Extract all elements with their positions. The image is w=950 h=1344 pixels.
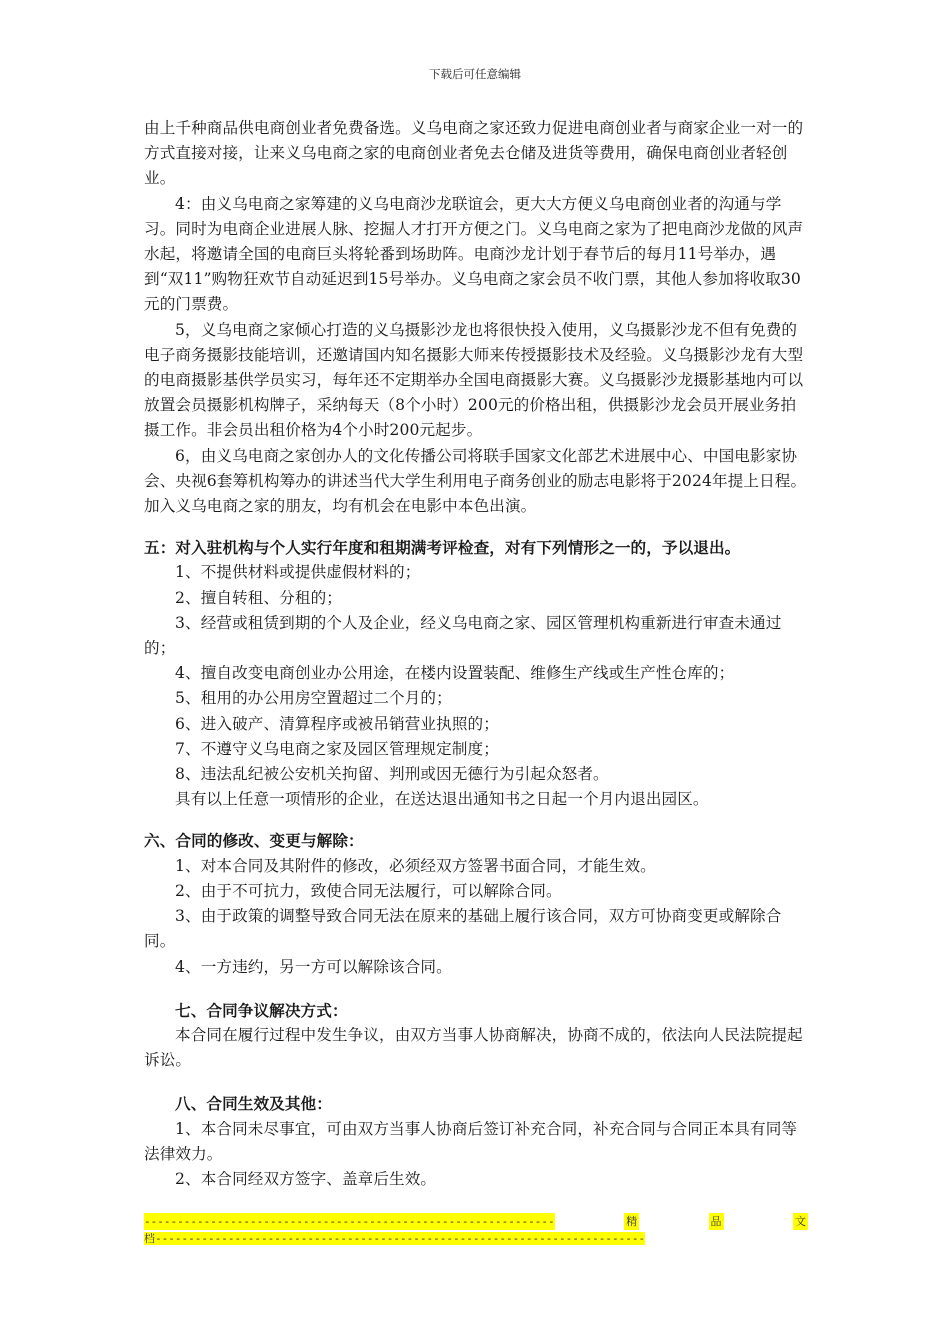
footer-word: 品: [710, 1215, 722, 1228]
list-item: 1、本合同未尽事宜，可由双方当事人协商后签订补充合同，补充合同与合同正本具有同等法律效力。: [144, 1119, 798, 1163]
paragraph: 5，义乌电商之家倾心打造的义乌摄影沙龙也将很快投入使用，义乌摄影沙龙不但有免费的电子商务摄影技能培训，还邀请国内知名摄影大师来传授摄影技术及经验。义乌摄影沙龙有大型的电商摄影基供学员实习，每年还不定期举办全国电商摄影大赛。义乌摄影沙龙摄影基地内可以放置会员摄影机构牌子，采纳每天（8个小时）200元的价格出租，供摄影沙龙会员开展业务拍摄工作。非会员出租价格为4个小时200元起步。: [144, 320, 804, 440]
list-item: 3、经营或租赁到期的个人及企业，经义乌电商之家、园区管理机构重新进行审查未通过的；: [144, 613, 782, 658]
footer-dashes: --------------------------------------------------------------------------: [155, 1232, 646, 1245]
list-item: 2、本合同经双方签字、盖章后生效。: [175, 1169, 437, 1188]
footer-line-2: [144, 1230, 808, 1247]
list-item: 1、不提供材料或提供虚假材料的；: [175, 563, 421, 582]
paragraph: 4：由义乌电商之家筹建的义乌电商沙龙联谊会，更大大方便义乌电商创业者的沟通与学习。同时为电商企业进展人脉、挖掘人才打开方便之门。义乌电商之家为了把电商沙龙做的风声水起，将邀请全国的电商巨头将轮番到场助阵。电商沙龙计划于春节后的每月11号举办，遇到“双11”购物狂欢节自动延迟到15号举办。义乌电商之家会员不收门票，其他人参加将收取30元的门票费。: [144, 194, 804, 314]
paragraph: 具有以上任意一项情形的企业，在送达退出通知书之日起一个月内退出园区。: [175, 790, 709, 809]
footer-word: 档: [144, 1232, 155, 1245]
list-item: 4、擅自改变电商创业办公用途，在楼内设置装配、维修生产线或生产性仓库的；: [175, 664, 735, 683]
list-item: 8、违法乱纪被公安机关拘留、判刑或因无德行为引起众怒者。: [175, 765, 609, 784]
section-heading: 六、合同的修改、变更与解除：: [144, 831, 364, 851]
list-item: 3、由于政策的调整导致合同无法在原来的基础上履行该合同，双方可协商变更或解除合同。: [144, 907, 782, 951]
paragraph: 6，由义乌电商之家创办人的文化传播公司将联手国家文化部艺术进展中心、中国电影家协会、央视6套筹机构筹办的讲述当代大学生利用电子商务创业的励志电影将于2024年提上日程。加入义乌电商之家的朋友，均有机会在电影中本色出演。: [144, 446, 807, 516]
list-item: 5、租用的办公用房空置超过二个月的；: [175, 689, 452, 708]
section-heading: 七、合同争议解决方式：: [175, 1000, 348, 1020]
footer-word: 精: [626, 1215, 638, 1228]
footer-line-1: [144, 1213, 808, 1230]
document-body: [144, 116, 808, 1192]
list-item: 7、不遵守义乌电商之家及园区管理规定制度；: [175, 739, 499, 758]
section-heading: 八、合同生效及其他：: [175, 1094, 332, 1114]
page-footer: [144, 1213, 808, 1247]
section-heading: 五：对入驻机构与个人实行年度和租期满考评检查，对有下列情形之一的，予以退出。: [144, 538, 741, 558]
footer-dashes: --------------------------------------------------------------: [144, 1215, 555, 1228]
list-item: 4、一方违约，另一方可以解除该合同。: [175, 957, 452, 976]
list-item: 6、进入破产、清算程序或被吊销营业执照的；: [175, 714, 499, 733]
list-item: 2、擅自转租、分租的；: [175, 588, 342, 607]
list-item: 1、对本合同及其附件的修改，必须经双方签署书面合同，才能生效。: [175, 856, 656, 875]
list-item: 2、由于不可抗力，致使合同无法履行，可以解除合同。: [175, 881, 562, 900]
footer-word: 文: [794, 1215, 806, 1228]
paragraph: 本合同在履行过程中发生争议，由双方当事人协商解决，协商不成的，依法向人民法院提起诉讼。: [144, 1025, 803, 1070]
page-header: 下载后可任意编辑: [429, 67, 521, 81]
paragraph: 由上千种商品供电商创业者免费备选。义乌电商之家还致力促进电商创业者与商家企业一对一的方式直接对接，让来义乌电商之家的电商创业者免去仓储及进货等费用，确保电商创业者轻创业。: [144, 119, 804, 188]
